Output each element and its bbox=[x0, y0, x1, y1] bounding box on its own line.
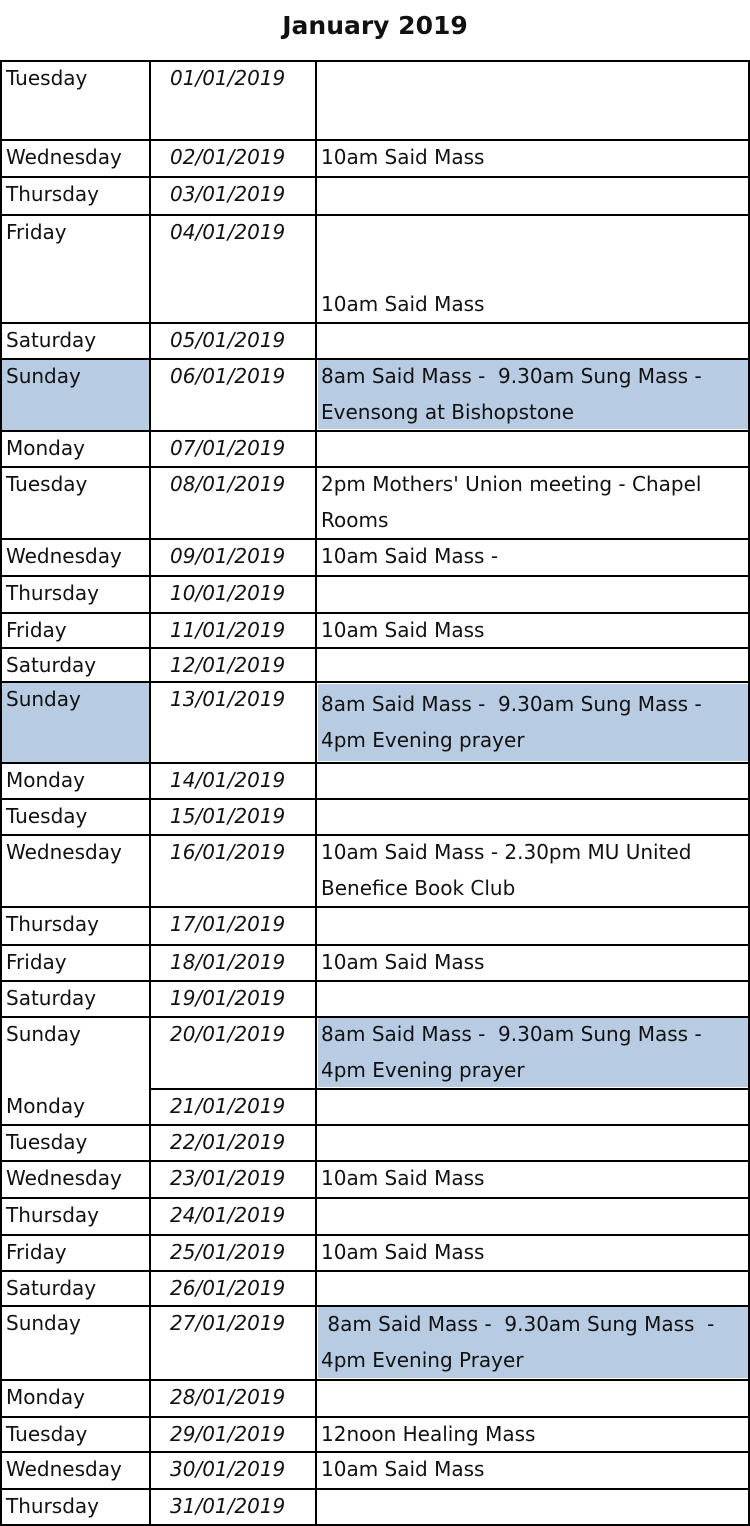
date-cell: 30/01/2019 bbox=[170, 1457, 286, 1481]
event-cell: 8am Said Mass - 9.30am Sung Mass - 4pm Evening prayer bbox=[321, 691, 709, 752]
date-cell: 01/01/2019 bbox=[170, 66, 286, 90]
date-cell: 08/01/2019 bbox=[170, 472, 286, 496]
date-cell: 12/01/2019 bbox=[170, 653, 286, 677]
event-cell: 10am Said Mass bbox=[321, 950, 485, 974]
event-cell: 2pm Mothers' Union meeting - Chapel Rooms bbox=[321, 472, 708, 532]
date-cell: 16/01/2019 bbox=[170, 840, 286, 864]
day-cell: Thursday bbox=[6, 1203, 99, 1227]
date-cell: 06/01/2019 bbox=[170, 364, 286, 388]
day-cell: Tuesday bbox=[6, 1422, 88, 1446]
event-cell: 10am Said Mass bbox=[321, 145, 485, 169]
day-cell: Wednesday bbox=[6, 840, 122, 864]
date-cell: 19/01/2019 bbox=[170, 986, 286, 1010]
event-cell: 8am Said Mass - 9.30am Sung Mass - Evensong at Bishopstone bbox=[321, 364, 709, 424]
date-cell: 20/01/2019 bbox=[170, 1022, 286, 1046]
date-cell: 21/01/2019 bbox=[170, 1094, 286, 1118]
day-cell: Monday bbox=[6, 768, 85, 792]
date-cell: 28/01/2019 bbox=[170, 1385, 286, 1409]
day-cell: Friday bbox=[6, 618, 67, 642]
event-cell: 8am Said Mass - 9.30am Sung Mass - 4pm Evening Prayer bbox=[321, 1312, 721, 1372]
day-cell: Thursday bbox=[6, 912, 99, 936]
day-cell: Saturday bbox=[6, 1276, 97, 1300]
date-cell: 04/01/2019 bbox=[170, 220, 286, 244]
day-cell: Thursday bbox=[6, 182, 99, 206]
day-cell: Wednesday bbox=[6, 1457, 122, 1481]
date-cell: 23/01/2019 bbox=[170, 1166, 286, 1190]
event-cell: 10am Said Mass - bbox=[321, 544, 499, 568]
date-cell: 31/01/2019 bbox=[170, 1494, 286, 1518]
date-cell: 05/01/2019 bbox=[170, 328, 286, 352]
day-cell: Sunday bbox=[6, 1311, 81, 1335]
day-cell: Friday bbox=[6, 220, 67, 244]
day-cell: Tuesday bbox=[6, 472, 88, 496]
day-cell: Saturday bbox=[6, 328, 97, 352]
day-cell: Thursday bbox=[6, 1494, 99, 1518]
day-cell: Friday bbox=[6, 950, 67, 974]
date-cell: 26/01/2019 bbox=[170, 1276, 286, 1300]
day-cell: Thursday bbox=[6, 581, 99, 605]
day-cell: Saturday bbox=[6, 653, 97, 677]
date-cell: 29/01/2019 bbox=[170, 1422, 286, 1446]
day-cell: Saturday bbox=[6, 986, 97, 1010]
date-cell: 11/01/2019 bbox=[170, 618, 286, 642]
day-cell: Tuesday bbox=[6, 66, 88, 90]
event-cell: 10am Said Mass bbox=[321, 1166, 485, 1190]
page-title: January 2019 bbox=[282, 11, 468, 40]
date-cell: 02/01/2019 bbox=[170, 145, 286, 169]
date-cell: 09/01/2019 bbox=[170, 544, 286, 568]
event-cell: 12noon Healing Mass bbox=[321, 1422, 536, 1446]
event-cell: 10am Said Mass bbox=[321, 618, 485, 642]
day-cell: Wednesday bbox=[6, 544, 122, 568]
day-cell: Tuesday bbox=[6, 1130, 88, 1154]
date-cell: 10/01/2019 bbox=[170, 581, 286, 605]
date-cell: 07/01/2019 bbox=[170, 436, 286, 460]
date-cell: 18/01/2019 bbox=[170, 950, 286, 974]
day-cell: Monday bbox=[6, 1094, 85, 1118]
day-cell: Wednesday bbox=[6, 1166, 122, 1190]
date-cell: 24/01/2019 bbox=[170, 1203, 286, 1227]
day-cell: Sunday bbox=[6, 364, 81, 388]
date-cell: 15/01/2019 bbox=[170, 804, 286, 828]
date-cell: 25/01/2019 bbox=[170, 1240, 286, 1264]
day-cell: Sunday bbox=[6, 1022, 81, 1046]
date-cell: 22/01/2019 bbox=[170, 1130, 286, 1154]
day-cell: Wednesday bbox=[6, 145, 122, 169]
event-cell: 8am Said Mass - 9.30am Sung Mass - 4pm Evening prayer bbox=[321, 1022, 709, 1082]
day-cell: Monday bbox=[6, 1385, 85, 1409]
date-cell: 03/01/2019 bbox=[170, 182, 286, 206]
date-cell: 13/01/2019 bbox=[170, 687, 286, 711]
day-cell: Friday bbox=[6, 1240, 67, 1264]
day-cell: Monday bbox=[6, 436, 85, 460]
event-cell: 10am Said Mass bbox=[321, 1240, 485, 1264]
date-cell: 27/01/2019 bbox=[170, 1311, 286, 1335]
date-cell: 17/01/2019 bbox=[170, 912, 286, 936]
day-cell: Tuesday bbox=[6, 804, 88, 828]
day-cell: Sunday bbox=[6, 687, 81, 711]
event-cell: 10am Said Mass - 2.30pm MU United Benefice Book Club bbox=[321, 840, 698, 900]
date-cell: 14/01/2019 bbox=[170, 768, 286, 792]
event-cell: 10am Said Mass bbox=[321, 292, 485, 316]
event-cell: 10am Said Mass bbox=[321, 1457, 485, 1481]
